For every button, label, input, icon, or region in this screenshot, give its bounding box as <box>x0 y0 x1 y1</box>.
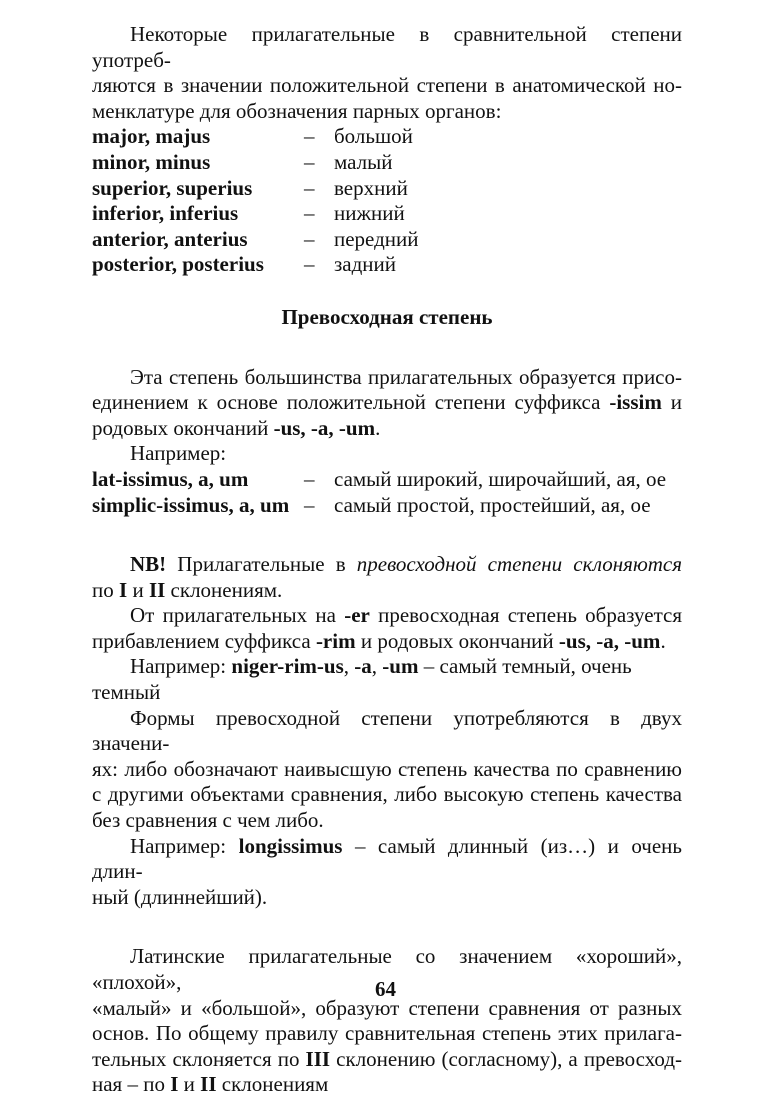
text-run: . <box>375 415 381 440</box>
latin-term: anterior, anterius <box>92 226 248 251</box>
paragraph-line <box>92 1047 682 1073</box>
paragraph-line: Формы превосходной степени употребляются в двух значени- <box>92 705 682 756</box>
declension-numeral: I <box>119 577 128 602</box>
endings-term: -us, -a, -um <box>273 415 376 440</box>
page-number: 64 <box>375 977 396 1001</box>
paragraph-line <box>92 552 682 578</box>
intro-line: Некоторые прилагательные в сравнительной степени употреб- <box>92 22 682 72</box>
term-meaning: малый <box>334 149 393 174</box>
paragraph-line <box>92 390 682 416</box>
declension-numeral: I <box>170 1072 179 1097</box>
suffix-term: -issim <box>609 390 662 415</box>
text-run: и родовых окончаний <box>355 628 559 653</box>
text-run: , <box>371 654 383 679</box>
term-meaning: нижний <box>334 201 405 226</box>
paragraph-line <box>92 1072 682 1098</box>
paragraph-line <box>92 834 682 885</box>
intro-line: менклатуре для обозначения парных органов: <box>92 98 502 123</box>
text-run: Например: <box>130 833 239 858</box>
paragraph-line: ный (длиннейший). <box>92 884 268 909</box>
text-run: и <box>178 1072 201 1097</box>
dash: – <box>304 252 315 277</box>
example-term: -um <box>382 654 419 679</box>
text-run: склонениям <box>216 1072 329 1097</box>
text-run: по <box>92 577 119 602</box>
dash: – <box>304 492 315 517</box>
section-heading: Превосходная степень <box>281 304 493 329</box>
term-meaning: передний <box>334 226 419 251</box>
term-row <box>92 150 682 176</box>
intro-line: ляются в значении положительной степени в анатомической но- <box>92 73 682 98</box>
term-meaning: самый широкий, широчайший, ая, ое <box>334 466 667 491</box>
text-run: склонению (согласному), а превосход- <box>330 1046 682 1071</box>
dash: – <box>304 149 315 174</box>
example-term: niger-rim-us <box>231 654 344 679</box>
example-row <box>92 493 682 519</box>
page-content <box>92 22 682 1098</box>
paragraph-line: «малый» и «большой», образуют степени сравнения от разных <box>92 995 682 1020</box>
latin-paragraph <box>92 944 682 1098</box>
comparative-terms-list <box>92 124 682 278</box>
paragraph-line <box>92 654 682 705</box>
text-run: и <box>127 577 149 602</box>
dash: – <box>304 466 315 491</box>
text-run: , <box>343 654 355 679</box>
text-run: склонениям. <box>165 577 283 602</box>
term-row <box>92 201 682 227</box>
latin-term: superior, superius <box>92 175 253 200</box>
superlative-examples <box>92 467 682 518</box>
text-run: родовых окончаний <box>92 415 274 440</box>
paragraph-line <box>92 578 682 604</box>
dash: – <box>304 226 315 251</box>
dash: – <box>304 201 315 226</box>
example-row <box>92 467 682 493</box>
text-run: тельных склоняется по <box>92 1046 306 1071</box>
example-label: Например: <box>130 441 227 466</box>
paragraph-line <box>92 416 682 442</box>
text-run: ная – по <box>92 1072 171 1097</box>
paragraph-line: с другими объектами сравнения, либо высокую степень качества <box>92 782 682 807</box>
text-run: . <box>660 628 666 653</box>
paragraph-line: основ. По общему правилу сравнительная степень этих прилага- <box>92 1021 682 1046</box>
term-meaning: верхний <box>334 175 408 200</box>
nb-paragraph <box>92 552 682 910</box>
latin-term: simplic-issimus, a, um <box>92 492 290 517</box>
endings-term: -us, -a, -um <box>558 628 661 653</box>
text-run: единением к основе положительной степени суффикса <box>92 390 610 415</box>
latin-term: major, majus <box>92 124 211 149</box>
latin-term: minor, minus <box>92 149 211 174</box>
text-run: – самый длинный (из…) и очень длин- <box>92 833 682 884</box>
suffix-term: -rim <box>315 628 356 653</box>
text-run: и <box>661 390 682 415</box>
suffix-term: -er <box>344 603 370 628</box>
paragraph-line <box>92 629 682 655</box>
superlative-paragraph <box>92 365 682 467</box>
dash: – <box>304 175 315 200</box>
example-term: longissimus <box>238 833 343 858</box>
paragraph-line: без сравнения с чем либо. <box>92 808 324 833</box>
nb-label: NB! <box>130 552 167 577</box>
text-run: превосходная степень образуется <box>369 603 682 628</box>
term-row <box>92 227 682 253</box>
term-row <box>92 176 682 202</box>
term-meaning: самый простой, простейший, ая, ое <box>334 492 651 517</box>
term-meaning: задний <box>334 252 397 277</box>
text-run: От прилагательных на <box>130 603 345 628</box>
declension-numeral: III <box>305 1046 331 1071</box>
term-meaning: большой <box>334 124 413 149</box>
paragraph-line <box>92 603 682 629</box>
latin-term: inferior, inferius <box>92 201 239 226</box>
emphasis-text: превосходной степени склоняются <box>356 552 682 577</box>
latin-term: posterior, posterius <box>92 252 264 277</box>
declension-numeral: II <box>148 577 166 602</box>
paragraph-line: ях: либо обозначают наивысшую степень качества по сравнению <box>92 756 682 781</box>
term-row <box>92 124 682 150</box>
dash: – <box>304 124 315 149</box>
paragraph-line: Эта степень большинства прилагательных образуется присо- <box>130 364 682 389</box>
example-term: -a <box>354 654 372 679</box>
text-run: прибавлением суффикса <box>92 628 316 653</box>
latin-term: lat-issimus, a, um <box>92 466 249 491</box>
declension-numeral: II <box>200 1072 217 1097</box>
text-run: Прилагательные в <box>166 552 357 577</box>
text-run: – самый темный, очень темный <box>92 654 632 705</box>
term-row <box>92 252 682 278</box>
text-run: Например: <box>130 654 232 679</box>
paragraph-line: Латинские прилагательные со значением «хороший», «плохой», <box>92 944 682 994</box>
